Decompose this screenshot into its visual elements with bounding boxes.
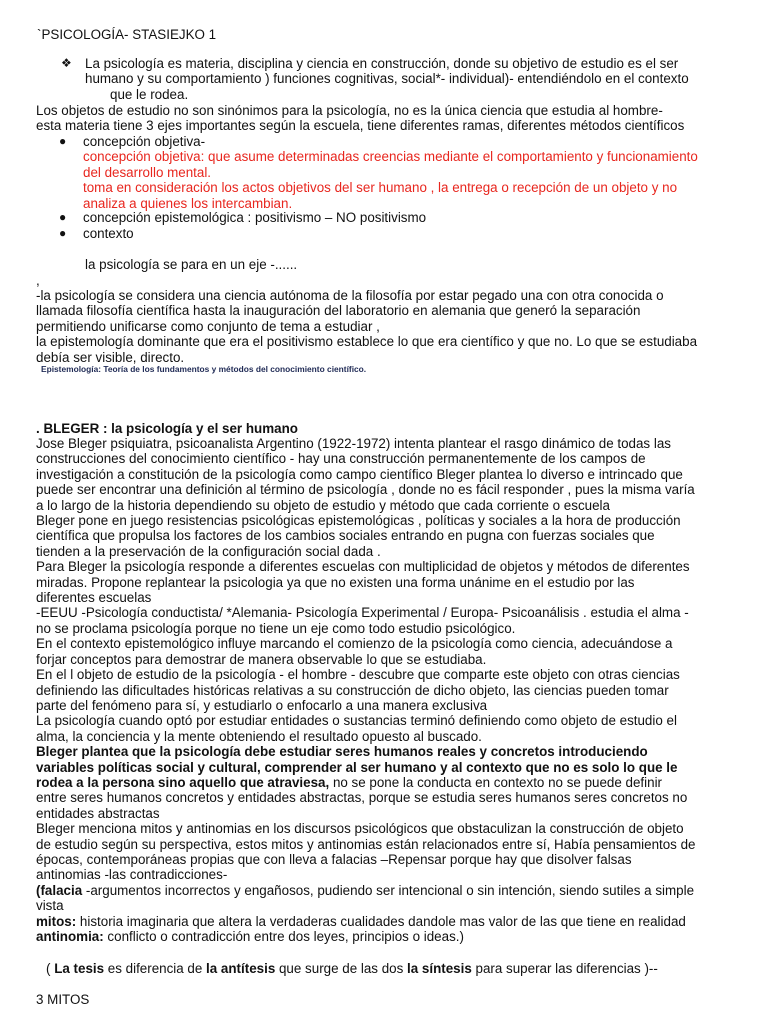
autonomy-paragraph: -la psicología se considera una ciencia autónoma de la filosofía por estar pegado una con otra conocida o llamada filosofía científica hasta la inauguración del laboratorio en alemania que generó la separación permitiendo unificarse como conjunto de tema a estudiar , la epistemología dominante que era el positivismo establece lo que era científico y que no. Lo que se estudiaba debía ser visible, directo. xyxy=(36,288,698,365)
axis-context: contexto xyxy=(83,226,134,241)
axis-line: la psicología se para en un eje -...... xyxy=(85,257,298,272)
intro-bullet-text: La psicología es materia, disciplina y ciencia en construcción, donde su objetivo de estudio es el ser humano y su comportamiento ) funciones cognitivas, social*- individual)- entendiéndolo en el contexto que le rodea. xyxy=(85,56,689,102)
stray-comma: , xyxy=(36,273,40,288)
footer-three-myths: 3 MITOS xyxy=(36,992,90,1007)
bullet-dot-icon: ● xyxy=(59,226,67,240)
bullet-dot-icon: ● xyxy=(59,210,67,224)
bleger-heading: . BLEGER : la psicología y el ser humano xyxy=(36,421,298,436)
axis-objective: concepción objetiva- concepción objetiva: que asume determinadas creencias mediante el comportamiento y funcionamiento del desarrollo mental. toma en consideración los actos objetivos del ser humano , la entrega o recepción de un objeto y no analiza a quienes los intercambian. xyxy=(83,134,698,211)
epistemology-definition: Epistemología: Teoría de los fundamentos y métodos del conocimiento científico. xyxy=(41,364,367,374)
bleger-body: Jose Bleger psiquiatra, psicoanalista Argentino (1922-1972) intenta plantear el rasgo dinámico de todas las construcciones del conocimiento científico - hay una construcción permanentemente de los campos de investigación a constitución de la psicología como campo científico Bleger plantea lo diverso e intrincado que puede ser encontrar una definición al término de psicología , donde no es fácil responder , pues la misma varía a lo largo de la historia dependiendo su objeto de estudio y método que cada corriente o escuela Bleger pone en juego resistencias psicológicas epistemológicas , políticas y sociales a la hora de producción científica que propulsa los factores de los cambios sociales entrando en pugna con fuerzas sociales que tienden a la preservación de la configuración social dada . Para Bleger la psicología responde a diferentes escuelas con multiplicidad de objetos y métodos de diferentes miradas. Propone replantear la psicologia ya que no existen una forma unánime en el estudio por las diferentes escuelas -EEUU -Psicología conductista/ *Alemania- Psicología Experimental / Europa- Psicoanálisis . estudia el alma - no se proclama psicología porque no tiene un eje como todo estudio psicológico. En el contexto epistemológico influye marcando el comienzo de la psicología como ciencia, adecuándose a forjar conceptos para demostrar de manera observable lo que se estudiaba. En el l objeto de estudio de la psicología - el hombre - descubre que comparte este objeto con otras ciencias definiendo las dificultades históricas relativas a su construcción de dicho objeto, las ciencias pueden tomar parte del fenómeno para sí, y estudiarlo o enfocarlo a una manera exclusiva La psicología cuando optó por estudiar entidades o sustancias terminó definiendo como objeto de estudio el alma, la conciencia y la mente obteniendo el resultado opuesto al buscado. Bleger plantea que la psicología debe estudiar seres humanos reales y concretos introduciendo variables políticas social y cultural, comprender al ser humano y al contexto que no es solo lo que le rodea a la persona sino aquello que atraviesa, no se pone la conducta en contexto no se puede definir entre seres humanos concretos y entidades abstractas, porque se estudia seres humanos seres concretos no entidades abstractas Bleger menciona mitos y antinomias en los discursos psicológicos que obstaculizan la construcción de objeto de estudio según su perspectiva, estos mitos y antinomias están relacionados entre sí, Había pensamientos de épocas, contemporáneas propias que con lleva a falacias –Repensar porque hay que disolver falsas antinomias -las contradicciones- (falacia -argumentos incorrectos y engañosos, pudiendo ser intencional o sin intención, siendo sutiles a simple vista mitos: historia imaginaria que altera la verdaderas cualidades dandole mas valor de las que tiene en realidad antinomia: conflicto o contradicción entre dos leyes, principios o ideas.) xyxy=(36,436,696,944)
diamond-bullet-icon: ❖ xyxy=(61,56,72,70)
objects-paragraph: Los objetos de estudio no son sinónimos para la psicología, no es la única ciencia que estudia al hombre- esta materia tiene 3 ejes importantes según la escuela, tiene diferentes ramas, diferentes métodos científicos xyxy=(36,103,685,134)
thesis-line: ( La tesis es diferencia de la antítesis que surge de las dos la síntesis para superar las diferencias )-- xyxy=(46,961,658,976)
bullet-dot-icon: ● xyxy=(59,134,67,148)
axis-epistemological: concepción epistemológica : positivismo – NO positivismo xyxy=(83,210,427,225)
document-title: `PSICOLOGÍA- STASIEJKO 1 xyxy=(37,27,217,42)
